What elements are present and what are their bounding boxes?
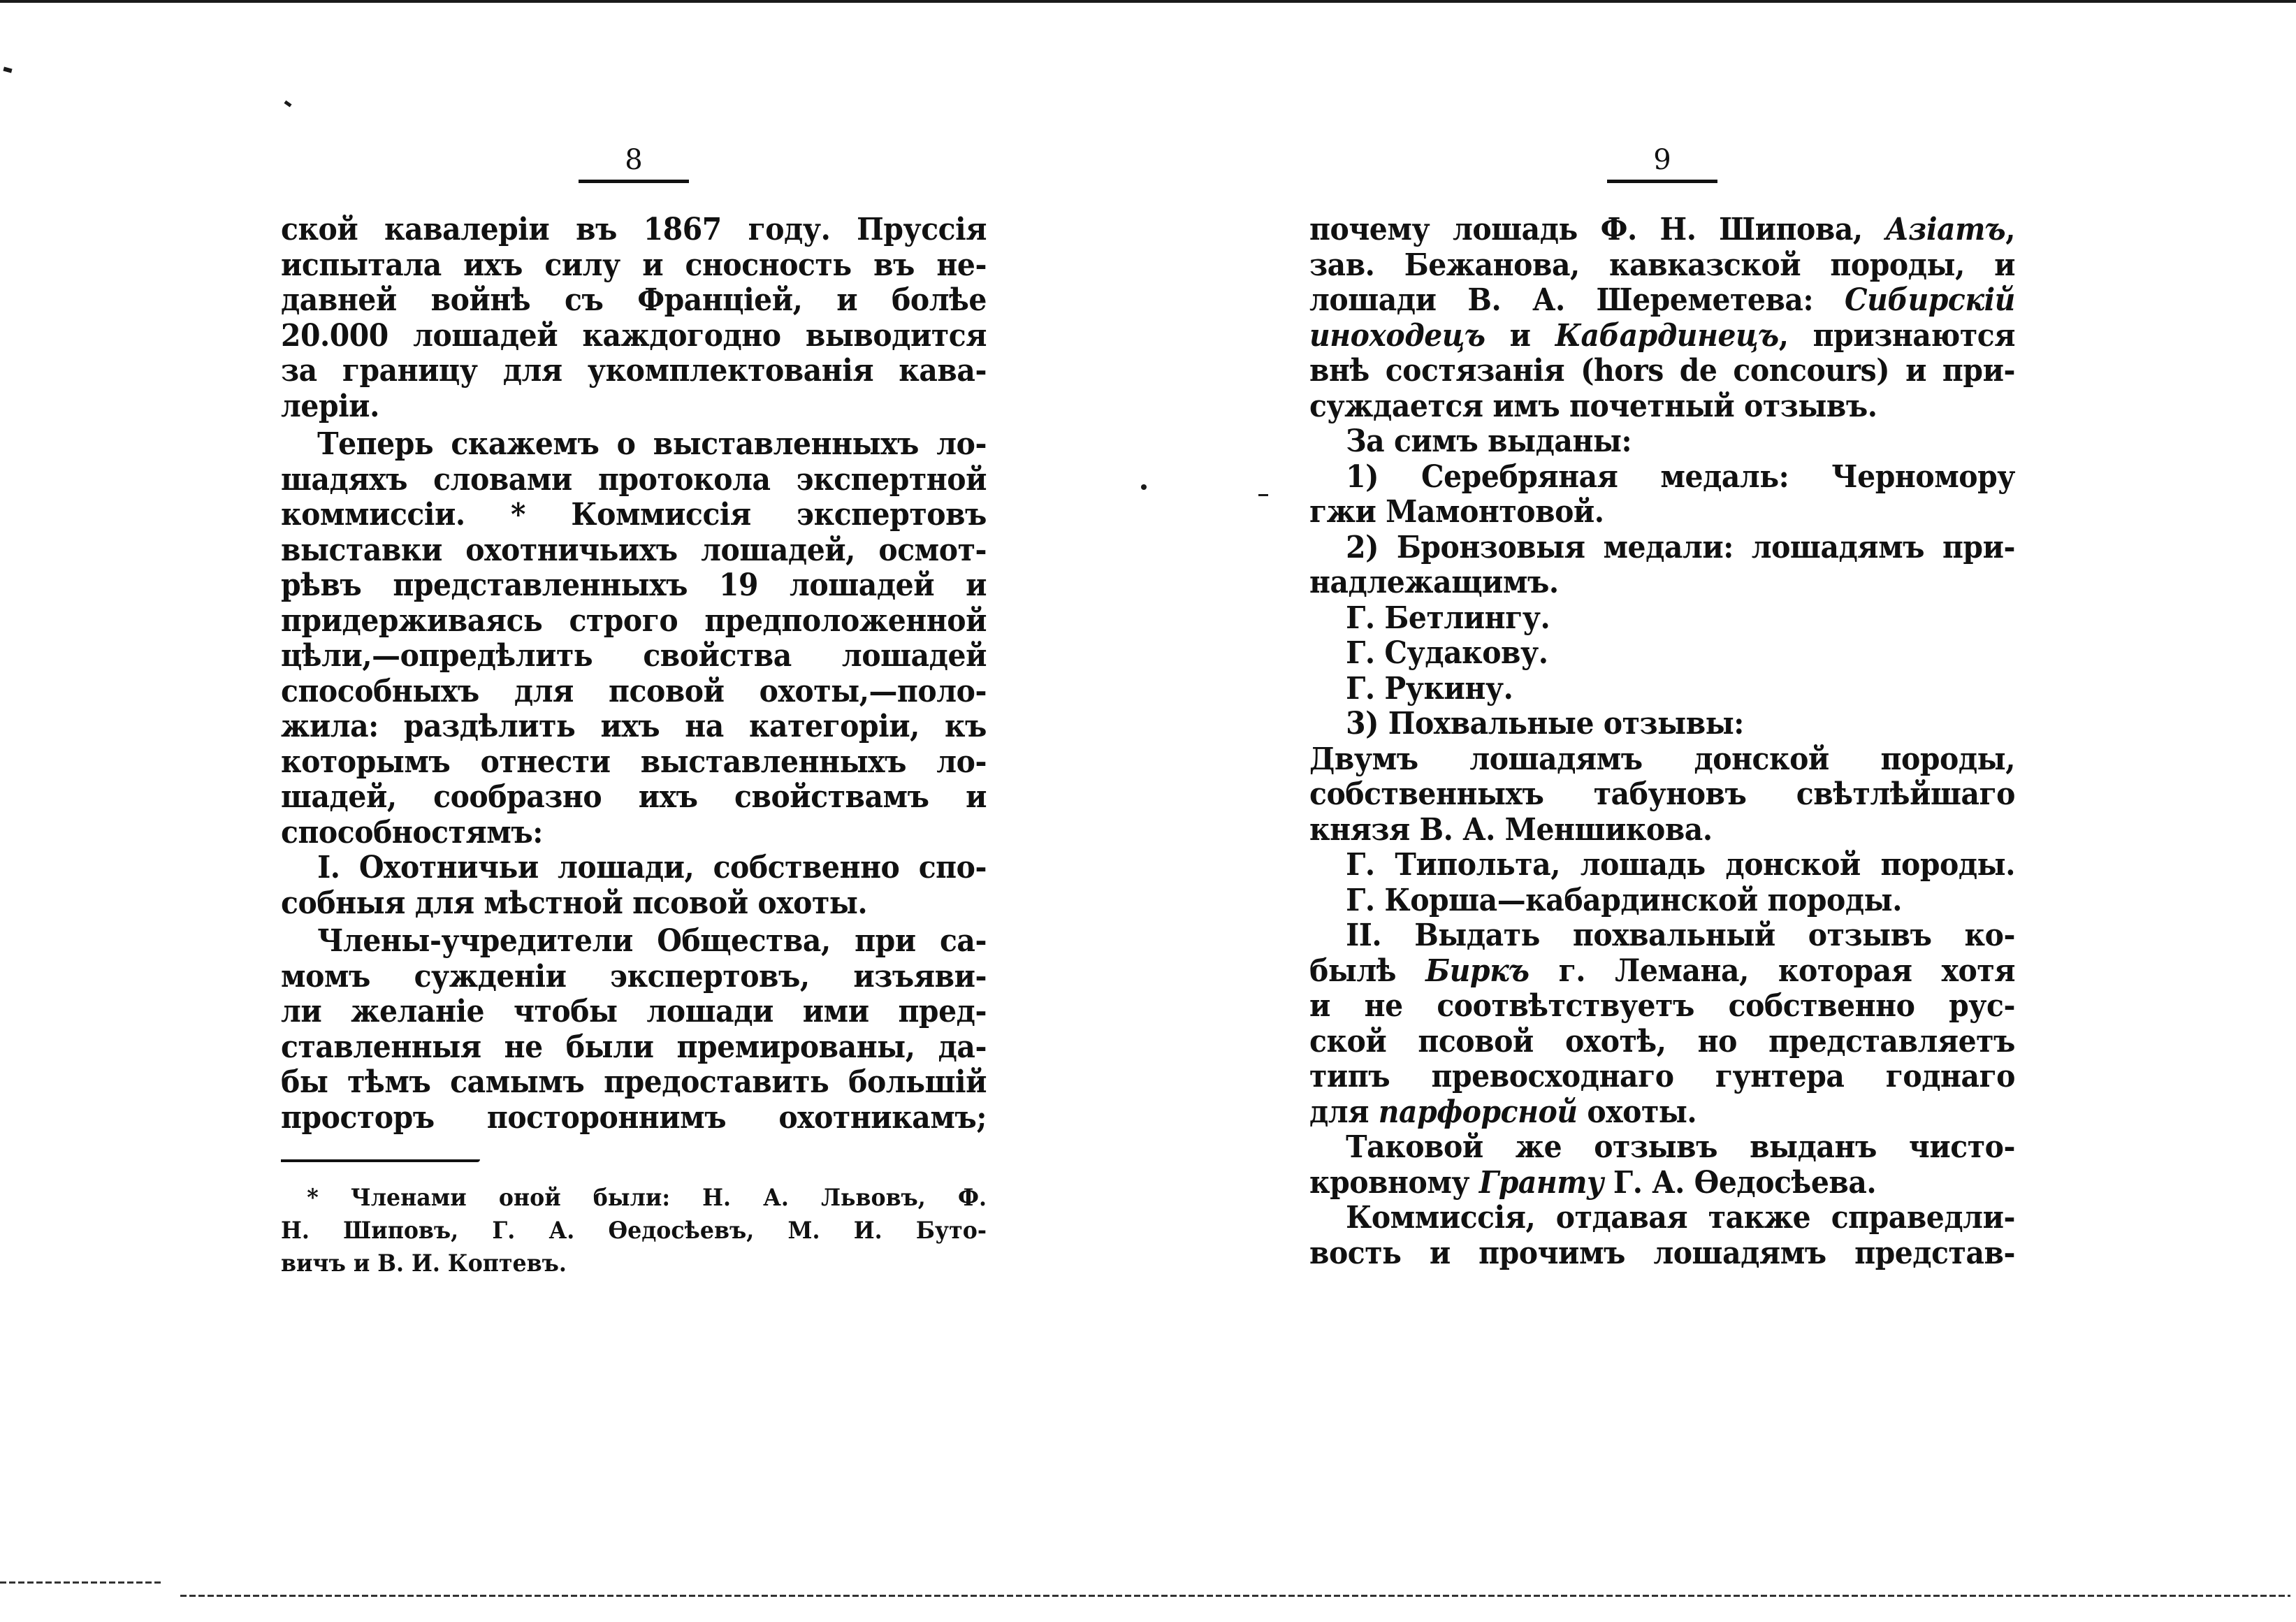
text-line: для парфорсной охоты.	[1309, 1094, 1697, 1130]
text-line: испытала ихъ силу и сносность въ не-	[281, 247, 987, 283]
horse-name: Биркъ	[1425, 953, 1530, 989]
text-line: давней войнѣ съ Франціей, и болѣе	[281, 282, 987, 318]
text-line: за границу для укомплектованія кава-	[281, 353, 987, 389]
text-line: За симъ выданы:	[1346, 423, 1632, 459]
text-line: 20.000 лошадей каждогодно выводится	[281, 317, 987, 354]
emphasis: парфорсной	[1378, 1094, 1578, 1130]
text-line: ской кавалеріи въ 1867 году. Пруссія	[281, 212, 987, 247]
scan-bottom-edge	[180, 1595, 2290, 1597]
text-line: зав. Бежанова, кавказской породы, и	[1309, 247, 2015, 283]
text-line: ской псовой охотѣ, но представляетъ	[1309, 1023, 2015, 1059]
horse-name: Гранту	[1478, 1164, 1604, 1201]
text-line: внѣ состязанія (hors de concours) и при-	[1309, 353, 2015, 389]
text-line: иноходецъ и Кабардинецъ, признаются	[1309, 317, 2015, 354]
text-line: бы тѣмъ самымъ предоставить большій	[281, 1064, 987, 1100]
page-number-rule	[1607, 180, 1717, 183]
text-line: собственныхъ табуновъ свѣтлѣйшаго	[1309, 776, 2015, 812]
text-line: типъ превосходнаго гунтера годнаго	[1309, 1059, 2015, 1094]
scan-bottom-edge	[0, 1581, 161, 1584]
text-line: былѣ Биркъ г. Лемана, которая хотя	[1309, 953, 2015, 989]
footnote-line: * Членами оной были: Н. А. Львовъ, Ф.	[307, 1184, 987, 1212]
text-line: ставленныя не были премированы, да-	[281, 1029, 987, 1065]
text-line: придерживаясь строго предположенной	[281, 602, 987, 639]
text-line: шадей, сообразно ихъ свойствамъ и	[281, 779, 987, 815]
text-line: которымъ отнести выставленныхъ ло-	[281, 744, 987, 780]
text-line: рѣвъ представленныхъ 19 лошадей и	[281, 567, 987, 603]
horse-name: иноходецъ	[1309, 317, 1485, 354]
text-line: князя В. А. Меншикова.	[1309, 811, 1713, 848]
page-number-rule	[579, 180, 689, 183]
text-line: Г. Судакову.	[1346, 635, 1548, 671]
text-line: собныя для мѣстной псовой охоты.	[281, 885, 868, 921]
text-line: Члены-учредители Общества, при са-	[317, 923, 987, 959]
text-line: 3) Похвальные отзывы:	[1346, 706, 1744, 741]
text-line: жила: раздѣлить ихъ на категоріи, къ	[281, 709, 987, 744]
horse-name: Кабардинецъ	[1555, 317, 1779, 354]
text-line: II. Выдать похвальный отзывъ ко-	[1346, 918, 2015, 953]
left-page-body	[281, 212, 987, 1136]
text-line: цѣли,—опредѣлить свойства лошадей	[281, 638, 987, 674]
text-line: выставки охотничьихъ лошадей, осмот-	[281, 532, 987, 568]
text-line: I. Охотничьи лошади, собственно спо-	[317, 850, 987, 885]
text-line: шадяхъ словами протокола экспертной	[281, 461, 987, 498]
scan-speck	[284, 101, 291, 108]
text-line: суждается имъ почетный отзывъ.	[1309, 388, 1877, 424]
scan-speck	[1141, 484, 1147, 490]
text-line: способныхъ для псовой охоты,—поло-	[281, 673, 987, 709]
footnote-line: Н. Шиповъ, Г. А. Ѳедосѣевъ, М. И. Буто-	[281, 1217, 987, 1245]
text-line: просторъ постороннимъ охотникамъ;	[281, 1099, 987, 1136]
text-line: Г. Бетлингу.	[1346, 600, 1550, 636]
text-line: леріи.	[281, 388, 379, 424]
page-number: 9	[1653, 144, 1671, 176]
text-line: коммиссіи. * Коммиссія экспертовъ	[281, 497, 987, 533]
text-line: Г. Рукину.	[1346, 670, 1513, 707]
text-line: Таковой же отзывъ выданъ чисто-	[1346, 1129, 2015, 1165]
text-line: и не соотвѣтствуетъ собственно рус-	[1309, 988, 2015, 1024]
text-line: вость и прочимъ лошадямъ представ-	[1309, 1235, 2015, 1271]
footnote	[281, 1182, 987, 1280]
text-line: надлежащимъ.	[1309, 565, 1559, 600]
horse-name: Сибирскій	[1845, 282, 2015, 318]
right-page	[1309, 143, 2015, 1271]
text-line: момъ сужденіи экспертовъ, изъяви-	[281, 958, 987, 994]
left-page	[281, 143, 987, 1280]
text-line: ли желаніе чтобы лошади ими пред-	[281, 994, 987, 1029]
footnote-line: вичъ и В. И. Коптевъ.	[281, 1250, 567, 1277]
page-number: 8	[625, 144, 643, 176]
text-line: 1) Серебряная медаль: Черномору	[1346, 458, 2015, 495]
text-line: Двумъ лошадямъ донской породы,	[1309, 741, 2015, 777]
text-line: способностямъ:	[281, 814, 543, 850]
text-line: Коммиссія, отдавая также справедли-	[1346, 1200, 2015, 1236]
text-line: гжи Мамонтовой.	[1309, 494, 1604, 530]
text-line: лошади В. А. Шереметева: Сибирскій	[1309, 282, 2015, 318]
text-line: почему лошадь Ф. Н. Шипова, Азіатъ,	[1309, 212, 2015, 247]
text-line: кровному Гранту Г. А. Ѳедосѣева.	[1309, 1164, 1877, 1201]
text-line: 2) Бронзовыя медали: лошадямъ при-	[1346, 529, 2015, 565]
horse-name: Азіатъ	[1885, 212, 2006, 247]
scan-top-edge	[0, 0, 2296, 3]
scan-speck	[3, 67, 12, 73]
text-line: Теперь скажемъ о выставленныхъ ло-	[317, 426, 987, 462]
text-line: Г. Типольта, лошадь донской породы.	[1346, 847, 2015, 883]
text-line: Г. Корша—кабардинской породы.	[1346, 882, 1902, 918]
scan-speck	[1258, 494, 1268, 496]
footnote-separator	[281, 1159, 480, 1162]
right-page-body	[1309, 212, 2015, 1271]
